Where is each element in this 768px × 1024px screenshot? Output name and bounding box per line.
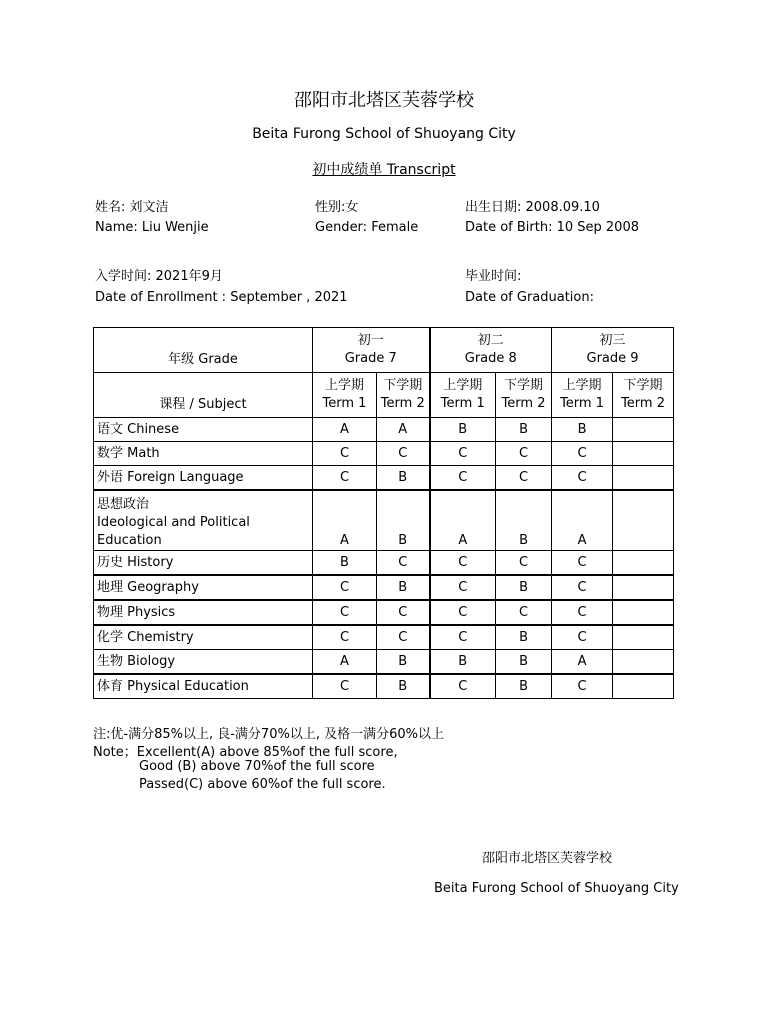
score-cell: A	[377, 418, 430, 442]
term-header	[430, 373, 496, 418]
score-cell: B	[377, 466, 430, 491]
table-row	[94, 418, 674, 442]
score-cell: A	[313, 490, 377, 551]
score-cell: B	[377, 674, 430, 699]
grade-7-cn: 初一	[357, 333, 384, 348]
score-cell	[613, 674, 674, 699]
score-cell: C	[430, 625, 496, 650]
subject-name	[94, 490, 313, 551]
name-chinese: 姓名: 刘文洁	[95, 200, 169, 215]
score-cell: C	[313, 442, 377, 466]
score-cell: C	[377, 625, 430, 650]
score-cell: B	[377, 650, 430, 675]
score-cell: C	[430, 466, 496, 491]
score-cell: C	[313, 600, 377, 625]
score-cell	[613, 418, 674, 442]
grade-9-header	[552, 328, 674, 373]
term-en: Term 2	[501, 396, 546, 411]
term-en: Term 1	[322, 396, 367, 411]
grade-7-header	[313, 328, 430, 373]
score-cell: C	[496, 466, 552, 491]
note-chinese: 注:优-满分85%以上, 良-满分70%以上, 及格一满分60%以上	[93, 727, 444, 742]
birth-date-chinese: 出生日期: 2008.09.10	[465, 200, 600, 215]
birth-date-english: Date of Birth: 10 Sep 2008	[465, 220, 639, 235]
document-title	[0, 159, 768, 179]
grade-7-en: Grade 7	[344, 351, 397, 366]
score-cell: B	[496, 575, 552, 600]
gender-english: Gender: Female	[315, 220, 419, 235]
grade-9-en: Grade 9	[586, 351, 639, 366]
subject-name: 体育 Physical Education	[94, 674, 313, 699]
grade-8-header	[430, 328, 552, 373]
term-en: Term 1	[440, 396, 485, 411]
table-row	[94, 650, 674, 675]
score-cell: C	[430, 551, 496, 576]
enrollment-chinese: 入学时间: 2021年9月	[95, 269, 223, 284]
school-name-chinese: 邵阳市北塔区芙蓉学校	[294, 90, 474, 111]
score-cell: C	[377, 551, 430, 576]
term-header	[313, 373, 377, 418]
term-cn: 下学期	[623, 378, 663, 393]
score-cell: B	[377, 575, 430, 600]
subject-name: 外语 Foreign Language	[94, 466, 313, 491]
score-cell: A	[430, 490, 496, 551]
score-cell: C	[552, 674, 613, 699]
score-cell	[613, 650, 674, 675]
score-cell: B	[552, 418, 613, 442]
score-cell: C	[552, 575, 613, 600]
score-cell: C	[552, 551, 613, 576]
score-cell	[613, 466, 674, 491]
table-row	[94, 442, 674, 466]
score-cell	[613, 575, 674, 600]
score-cell: C	[313, 575, 377, 600]
score-cell	[613, 490, 674, 551]
table-row	[94, 625, 674, 650]
score-cell: B	[313, 551, 377, 576]
table-row	[94, 551, 674, 576]
table-row	[94, 490, 674, 551]
score-cell: A	[552, 490, 613, 551]
subject-line: 思想政治	[97, 497, 150, 512]
score-cell: B	[496, 674, 552, 699]
score-cell: C	[496, 551, 552, 576]
term-cn: 下学期	[504, 378, 544, 393]
graduation-english: Date of Graduation:	[465, 290, 594, 305]
grade-8-en: Grade 8	[464, 351, 517, 366]
score-cell: C	[430, 575, 496, 600]
score-cell: A	[313, 418, 377, 442]
note-line-3: Passed(C) above 60%of the full score.	[139, 777, 386, 792]
subject-name: 生物 Biology	[94, 650, 313, 675]
name-english: Name: Liu Wenjie	[95, 220, 209, 235]
term-en: Term 2	[380, 396, 425, 411]
score-cell	[613, 442, 674, 466]
score-cell: C	[496, 600, 552, 625]
school-name-english: Beita Furong School of Shuoyang City	[252, 126, 516, 142]
subject-name: 化学 Chemistry	[94, 625, 313, 650]
score-cell: B	[430, 418, 496, 442]
subject-name: 数学 Math	[94, 442, 313, 466]
grade-9-cn: 初三	[599, 333, 626, 348]
score-cell: C	[552, 625, 613, 650]
term-header	[377, 373, 430, 418]
grade-header-row	[94, 328, 674, 373]
subject-name: 物理 Physics	[94, 600, 313, 625]
subject-name: 地理 Geography	[94, 575, 313, 600]
term-cn: 上学期	[562, 378, 602, 393]
score-cell: B	[377, 490, 430, 551]
score-cell: C	[430, 600, 496, 625]
score-cell: C	[377, 442, 430, 466]
score-cell: C	[313, 674, 377, 699]
score-cell: B	[430, 650, 496, 675]
score-cell: B	[496, 490, 552, 551]
table-row	[94, 466, 674, 491]
score-cell: C	[377, 600, 430, 625]
score-cell: C	[430, 442, 496, 466]
subject-line: Education	[97, 533, 162, 548]
score-cell: B	[496, 625, 552, 650]
term-header	[552, 373, 613, 418]
table-row	[94, 674, 674, 699]
note-line-2: Good (B) above 70%of the full score	[139, 759, 375, 774]
score-cell: C	[552, 600, 613, 625]
score-cell: A	[552, 650, 613, 675]
enrollment-english: Date of Enrollment : September , 2021	[95, 290, 348, 305]
grades-table	[93, 327, 674, 699]
score-cell: C	[552, 442, 613, 466]
gender-chinese: 性别:女	[315, 200, 359, 215]
subject-name: 历史 History	[94, 551, 313, 576]
document-title-text: 初中成绩单 Transcript	[312, 162, 456, 178]
term-en: Term 1	[560, 396, 604, 411]
score-cell	[613, 625, 674, 650]
term-cn: 上学期	[443, 378, 483, 393]
score-cell	[613, 600, 674, 625]
score-cell: C	[313, 466, 377, 491]
term-header-row	[94, 373, 674, 418]
table-row	[94, 575, 674, 600]
score-cell: C	[313, 625, 377, 650]
score-cell: C	[552, 466, 613, 491]
footer-school-chinese: 邵阳市北塔区芙蓉学校	[482, 851, 613, 866]
term-header	[613, 373, 674, 418]
term-cn: 上学期	[324, 378, 364, 393]
note-line-1: Note；Excellent(A) above 85%of the full score,	[93, 745, 398, 760]
table-row	[94, 600, 674, 625]
grade-8-cn: 初二	[477, 333, 504, 348]
term-en: Term 2	[621, 396, 665, 411]
subject-name: 语文 Chinese	[94, 418, 313, 442]
term-header	[496, 373, 552, 418]
grade-header-label: 年级 Grade	[94, 328, 313, 373]
score-cell: C	[430, 674, 496, 699]
score-cell: A	[313, 650, 377, 675]
footer-school-english: Beita Furong School of Shuoyang City	[434, 881, 679, 896]
score-cell: C	[496, 442, 552, 466]
score-cell: B	[496, 418, 552, 442]
score-cell: B	[496, 650, 552, 675]
subject-line: Ideological and Political	[97, 515, 250, 530]
term-cn: 下学期	[383, 378, 423, 393]
subject-header-label: 课程 / Subject	[94, 373, 313, 418]
score-cell	[613, 551, 674, 576]
graduation-chinese: 毕业时间:	[465, 269, 522, 284]
